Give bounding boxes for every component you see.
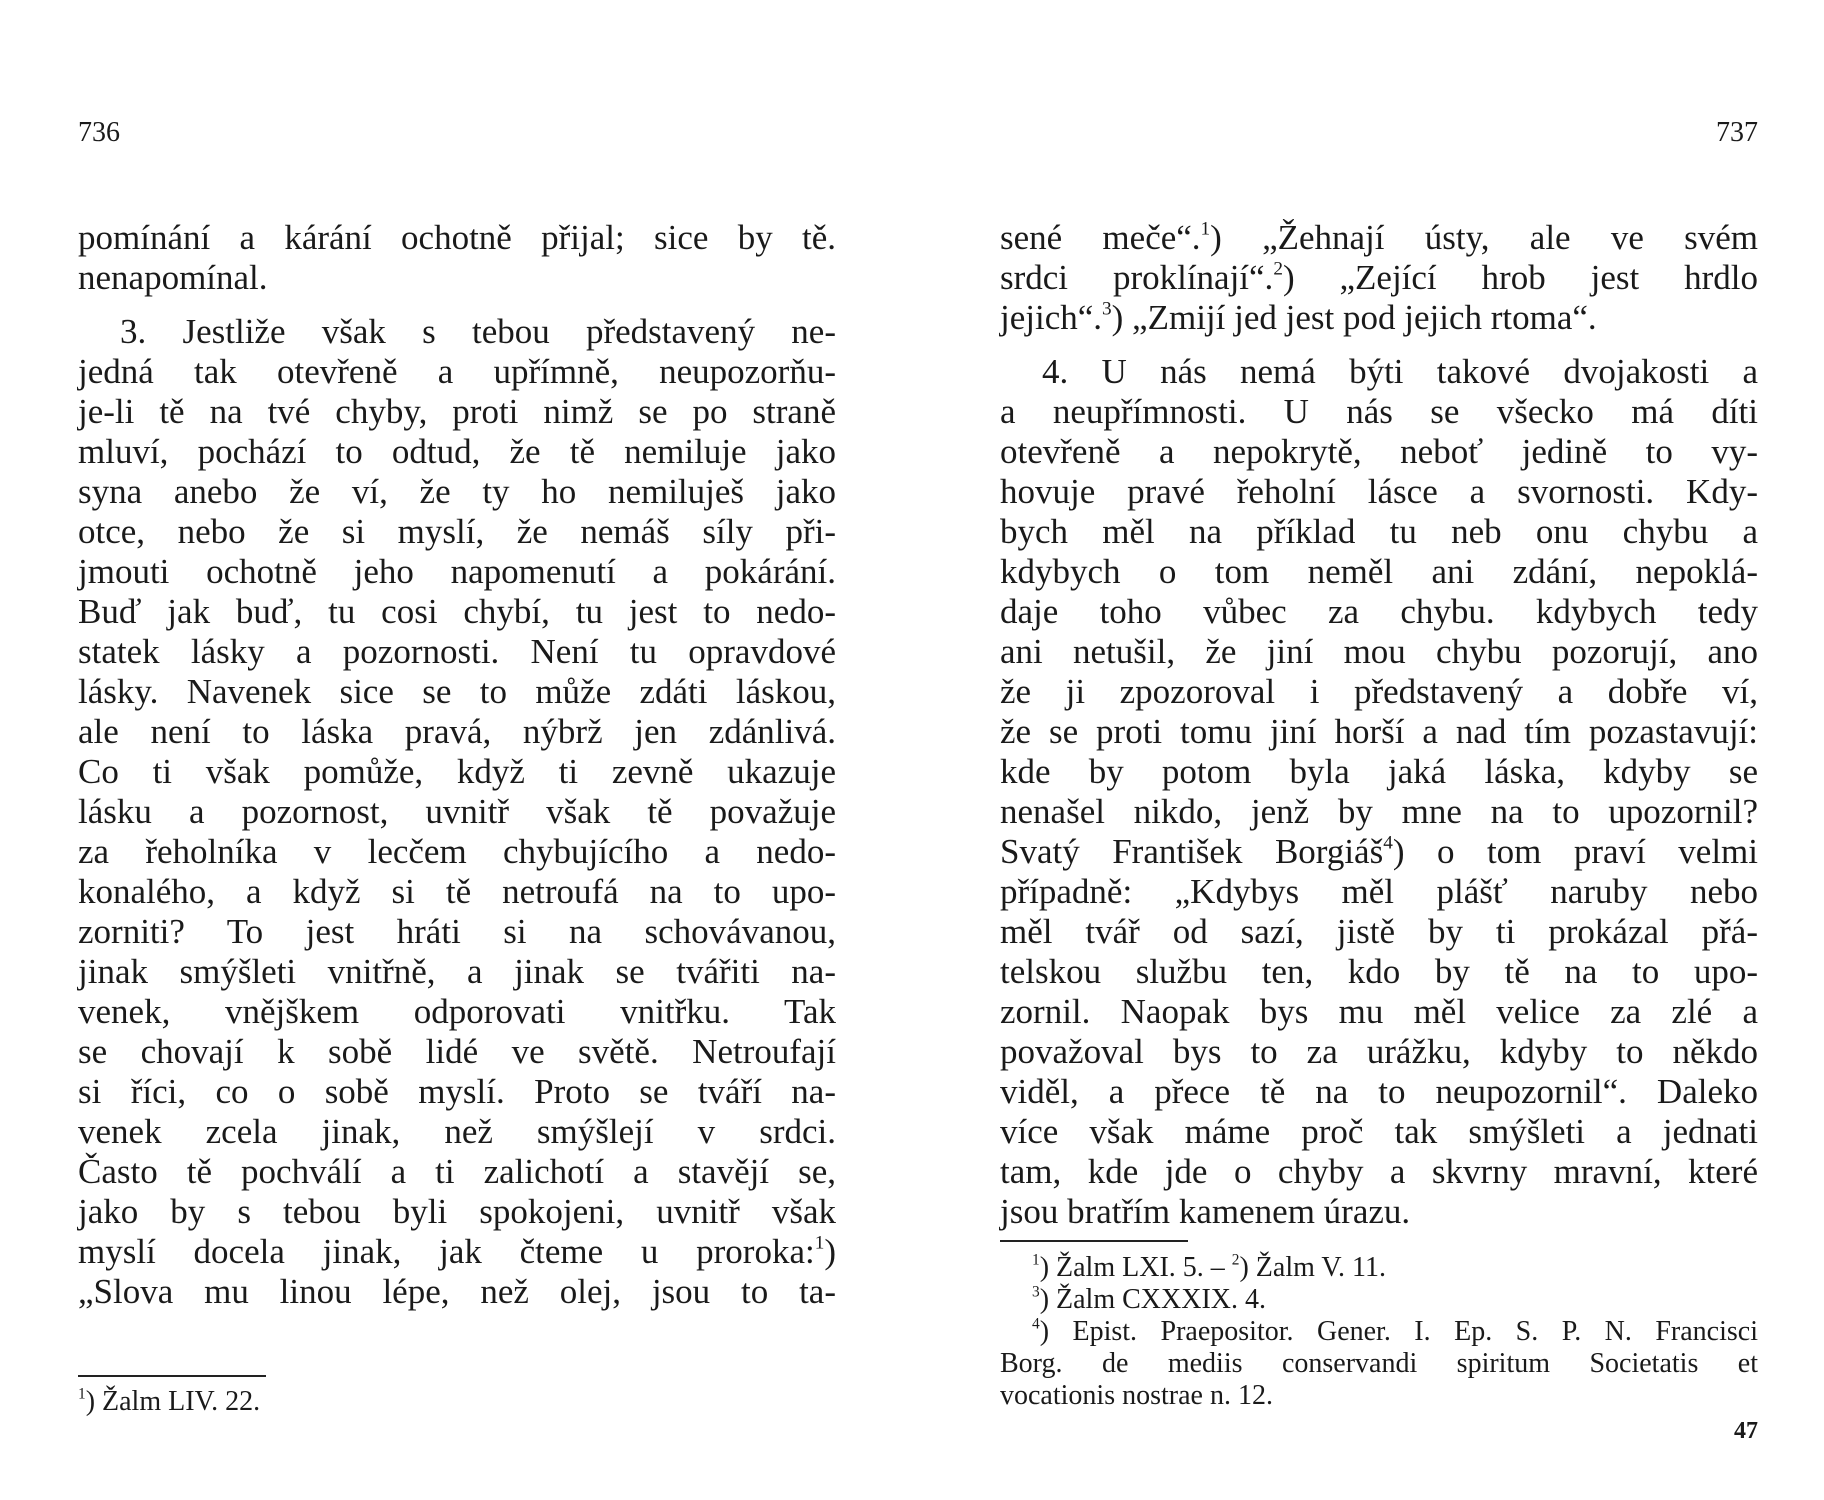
text-line: Buď jak buď, tu cosi chybí, tu jest to nedo- bbox=[78, 592, 836, 631]
footnote-marker: 3 bbox=[1032, 1283, 1040, 1301]
text-line: se chovají k sobě lidé ve světě. Netroufají bbox=[78, 1032, 836, 1071]
text-line: že se proti tomu jiní horší a nad tím pozastavují: bbox=[1000, 712, 1758, 751]
left-body-text bbox=[78, 218, 836, 1312]
text-line: měl tvář od sazí, jistě by ti prokázal přá- bbox=[1000, 912, 1758, 951]
text-line: viděl, a přece tě na to neupozornil“. Daleko bbox=[1000, 1072, 1758, 1111]
text-line: nenašel nikdo, jenž by mne na to upozornil? bbox=[1000, 792, 1758, 831]
page-number-left: 736 bbox=[78, 117, 120, 148]
text-line: „Slova mu linou lépe, než olej, jsou to ta- bbox=[78, 1272, 836, 1311]
text-line: a neupřímnosti. U nás se všecko má díti bbox=[1000, 392, 1758, 431]
footnote-rule-left bbox=[78, 1375, 266, 1377]
text-line: lásky. Navenek sice se to může zdáti láskou, bbox=[78, 672, 836, 711]
text-line: jedná tak otevřeně a upřímně, neupozorňu- bbox=[78, 352, 836, 391]
text-line: srdci proklínají“.$^2$) „Zející hrob jest hrdlo bbox=[1000, 258, 1758, 297]
text-line: případně: „Kdybys měl plášť naruby nebo bbox=[1000, 872, 1758, 911]
text-line: venek, vnějškem odporovati vnitřku. Tak bbox=[78, 992, 836, 1031]
footnote-marker: 1 bbox=[1200, 218, 1211, 240]
text-line: statek lásky a pozornosti. Není tu opravdové bbox=[78, 632, 836, 671]
text-line: konalého, a když si tě netroufá na to upo- bbox=[78, 872, 836, 911]
footnote-line: Borg. de mediis conservandi spiritum Societatis et bbox=[1000, 1348, 1758, 1379]
text-line: nenapomínal. bbox=[78, 258, 268, 297]
footnote-line: $^4$) Epist. Praepositor. Gener. I. Ep. S. P. N. Francisci bbox=[1032, 1315, 1758, 1347]
text-line: považoval bys to za urážku, kdyby to někdo bbox=[1000, 1032, 1758, 1071]
footnote-marker: 2 bbox=[1231, 1251, 1240, 1269]
text-line: otevřeně a nepokrytě, neboť jedině to vy- bbox=[1000, 432, 1758, 471]
footnote-marker: 4 bbox=[1383, 832, 1393, 854]
text-line: že ji zpozoroval i představený a dobře ví, bbox=[1000, 672, 1758, 711]
text-line: si říci, co o sobě myslí. Proto se tváří na- bbox=[78, 1072, 836, 1111]
text-line: více však máme proč tak smýšleti a jednati bbox=[1000, 1112, 1758, 1151]
left-footnotes bbox=[78, 1386, 836, 1418]
text-line: Co ti však pomůže, když ti zevně ukazuje bbox=[78, 752, 836, 791]
text-line: Často tě pochválí a ti zalichotí a stavějí se, bbox=[78, 1152, 836, 1191]
text-line: ale není to láska pravá, nýbrž jen zdánlivá. bbox=[78, 712, 836, 751]
text-line: telskou službu ten, kdo by tě na to upo- bbox=[1000, 952, 1758, 991]
text-line: lásku a pozornost, uvnitř však tě považuje bbox=[78, 792, 836, 831]
text-line: jsou bratřím kamenem úrazu. bbox=[1000, 1192, 1411, 1231]
footnote-marker: 1 bbox=[1032, 1251, 1040, 1269]
paragraph-gap bbox=[1000, 338, 1758, 352]
footnote-rule-right bbox=[1000, 1240, 1188, 1242]
text-line: sené meče“.$^1$) „Žehnají ústy, ale ve svém bbox=[1000, 218, 1758, 257]
text-line: venek zcela jinak, než smýšlejí v srdci. bbox=[78, 1112, 836, 1151]
right-page bbox=[1000, 0, 1758, 1500]
printer-signature: 47 bbox=[1734, 1418, 1758, 1444]
text-line: tam, kde jde o chyby a skvrny mravní, které bbox=[1000, 1152, 1758, 1191]
footnote-marker: 3 bbox=[1102, 298, 1112, 320]
right-footnotes bbox=[1000, 1252, 1758, 1412]
text-line: jmouti ochotně jeho napomenutí a pokárání. bbox=[78, 552, 836, 591]
page-number-right: 737 bbox=[1716, 117, 1758, 148]
text-line: hovuje pravé řeholní lásce a svornosti. Kdy- bbox=[1000, 472, 1758, 511]
text-line: myslí docela jinak, jak čteme u proroka:$^1$) bbox=[78, 1232, 836, 1271]
text-line: za řeholníka v lecčem chybujícího a nedo- bbox=[78, 832, 836, 871]
footnote-line: vocationis nostrae n. 12. bbox=[1000, 1380, 1273, 1411]
text-line: kde by potom byla jaká láska, kdyby se bbox=[1000, 752, 1758, 791]
text-line: 4. U nás nemá býti takové dvojakosti a bbox=[1042, 352, 1758, 391]
footnote-marker: 4 bbox=[1032, 1315, 1040, 1333]
paragraph-gap bbox=[78, 298, 836, 312]
footnote-line: $^1$) Žalm LIV. 22. bbox=[78, 1385, 261, 1417]
footnote-line: $^1$) Žalm LXI. 5. – $^2$) Žalm V. 11. bbox=[1032, 1251, 1386, 1283]
footnote-line: $^3$) Žalm CXXXIX. 4. bbox=[1032, 1283, 1266, 1315]
text-line: bych měl na příklad tu neb onu chybu a bbox=[1000, 512, 1758, 551]
text-line: ani netušil, že jiní mou chybu pozorují, ano bbox=[1000, 632, 1758, 671]
right-body-text bbox=[1000, 218, 1758, 1232]
footnote-marker: 2 bbox=[1273, 258, 1283, 280]
text-line: syna anebo že ví, že ty ho nemiluješ jako bbox=[78, 472, 836, 511]
text-line: Svatý František Borgiáš$^4$) o tom praví velmi bbox=[1000, 832, 1758, 871]
text-line: otce, nebo že si myslí, že nemáš síly při- bbox=[78, 512, 836, 551]
text-line: je-li tě na tvé chyby, proti nimž se po straně bbox=[78, 392, 836, 431]
text-line: daje toho vůbec za chybu. kdybych tedy bbox=[1000, 592, 1758, 631]
left-page bbox=[78, 0, 836, 1500]
text-line: kdybych o tom neměl ani zdání, nepoklá- bbox=[1000, 552, 1758, 591]
text-line: jako by s tebou byli spokojeni, uvnitř však bbox=[78, 1192, 836, 1231]
footnote-marker: 1 bbox=[78, 1385, 86, 1403]
text-line: mluví, pochází to odtud, že tě nemiluje jako bbox=[78, 432, 836, 471]
text-line: jinak smýšleti vnitřně, a jinak se tvářiti na- bbox=[78, 952, 836, 991]
text-line: 3. Jestliže však s tebou představený ne- bbox=[120, 312, 836, 351]
text-line: pomínání a kárání ochotně přijal; sice by tě. bbox=[78, 218, 836, 257]
text-line: jejich“.$^3$) „Zmijí jed jest pod jejich rtoma“. bbox=[1000, 298, 1597, 337]
footnote-marker: 1 bbox=[814, 1232, 825, 1254]
text-line: zorniti? To jest hráti si na schovávanou, bbox=[78, 912, 836, 951]
text-line: zornil. Naopak bys mu měl velice za zlé a bbox=[1000, 992, 1758, 1031]
